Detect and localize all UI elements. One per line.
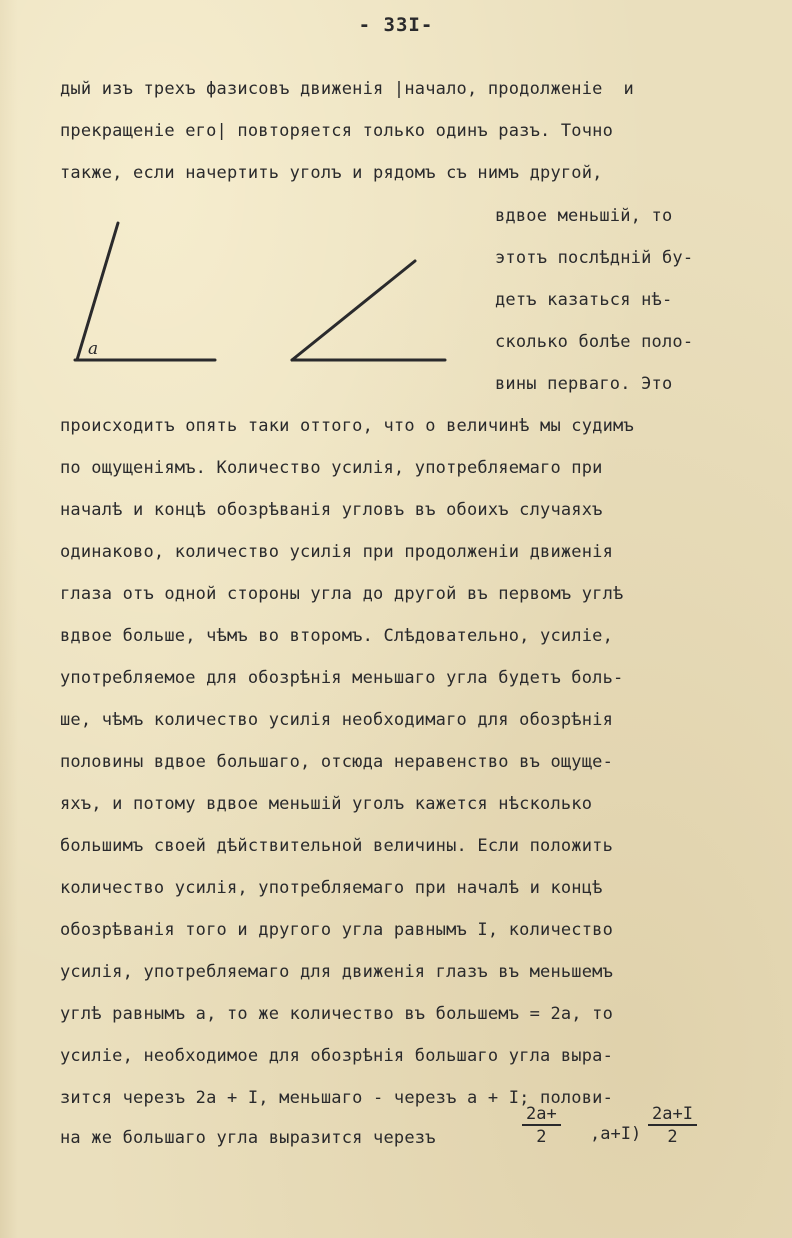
formula-left-denominator: 2 — [536, 1127, 547, 1147]
text-line: на же большаго угла выразится черезъ — [60, 1128, 436, 1148]
text-line-right: детъ казаться нѣ- — [495, 290, 673, 310]
page-number: - 33I- — [358, 14, 434, 36]
text-line: половины вдвое большаго, отсюда неравенство въ ощуще- — [60, 752, 614, 772]
text-line: углѣ равнымъ а, то же количество въ большемъ = 2а, то — [60, 1004, 614, 1024]
text-line: обозрѣванія того и другого угла равнымъ I, количество — [60, 920, 614, 940]
text-line: количество усилія, употребляемаго при началѣ и концѣ — [60, 878, 603, 898]
text-line: вдвое больше, чѣмъ во второмъ. Слѣдовательно, усиліе, — [60, 626, 614, 646]
formula-fraction-right — [648, 1104, 697, 1147]
text-line: также, если начертить уголъ и рядомъ съ нимъ другой, — [60, 163, 603, 183]
text-line-right: вдвое меньшій, то — [495, 206, 673, 226]
text-line: усилія, употребляемаго для движенія глазъ въ меньшемъ — [60, 962, 614, 982]
text-line: глаза отъ одной стороны угла до другой въ первомъ углѣ — [60, 584, 624, 604]
text-line: ше, чѣмъ количество усилія необходимаго для обозрѣнія — [60, 710, 614, 730]
text-line: зится черезъ 2а + I, меньшаго - черезъ а + I; полови- — [60, 1088, 614, 1108]
formula-fraction-left — [522, 1104, 561, 1147]
angle-small-side — [292, 261, 415, 360]
formula-middle: ,а+I) — [590, 1124, 642, 1144]
text-line: большимъ своей дѣйствительной величины. Если положить — [60, 836, 614, 856]
text-line: употребляемое для обозрѣнія меньшаго угла будетъ боль- — [60, 668, 624, 688]
text-line: происходитъ опять таки оттого, что о величинѣ мы судимъ — [60, 416, 634, 436]
text-line: усиліе, необходимое для обозрѣнія большаго угла выра- — [60, 1046, 614, 1066]
text-line: прекращеніе его| повторяется только одинъ разъ. Точно — [60, 121, 614, 141]
text-line-right: вины перваго. Это — [495, 374, 673, 394]
angles-figure — [60, 215, 460, 380]
formula-left-numerator: 2а+ — [522, 1104, 561, 1126]
text-line: дый изъ трехъ фазисовъ движенія |начало, продолженіе и — [60, 79, 634, 99]
formula-right-denominator: 2 — [667, 1127, 678, 1147]
angle-label: а — [88, 339, 99, 359]
text-line: одинаково, количество усилія при продолженіи движенія — [60, 542, 614, 562]
text-line-right: этотъ послѣдній бу- — [495, 248, 694, 268]
text-line: по ощущеніямъ. Количество усилія, употребляемаго при — [60, 458, 603, 478]
text-line-right: сколько болѣе поло- — [495, 332, 694, 352]
formula-right-numerator: 2а+I — [648, 1104, 697, 1126]
text-line: началѣ и концѣ обозрѣванія угловъ въ обоихъ случаяхъ — [60, 500, 603, 520]
text-line: яхъ, и потому вдвое меньшій уголъ кажется нѣсколько — [60, 794, 593, 814]
